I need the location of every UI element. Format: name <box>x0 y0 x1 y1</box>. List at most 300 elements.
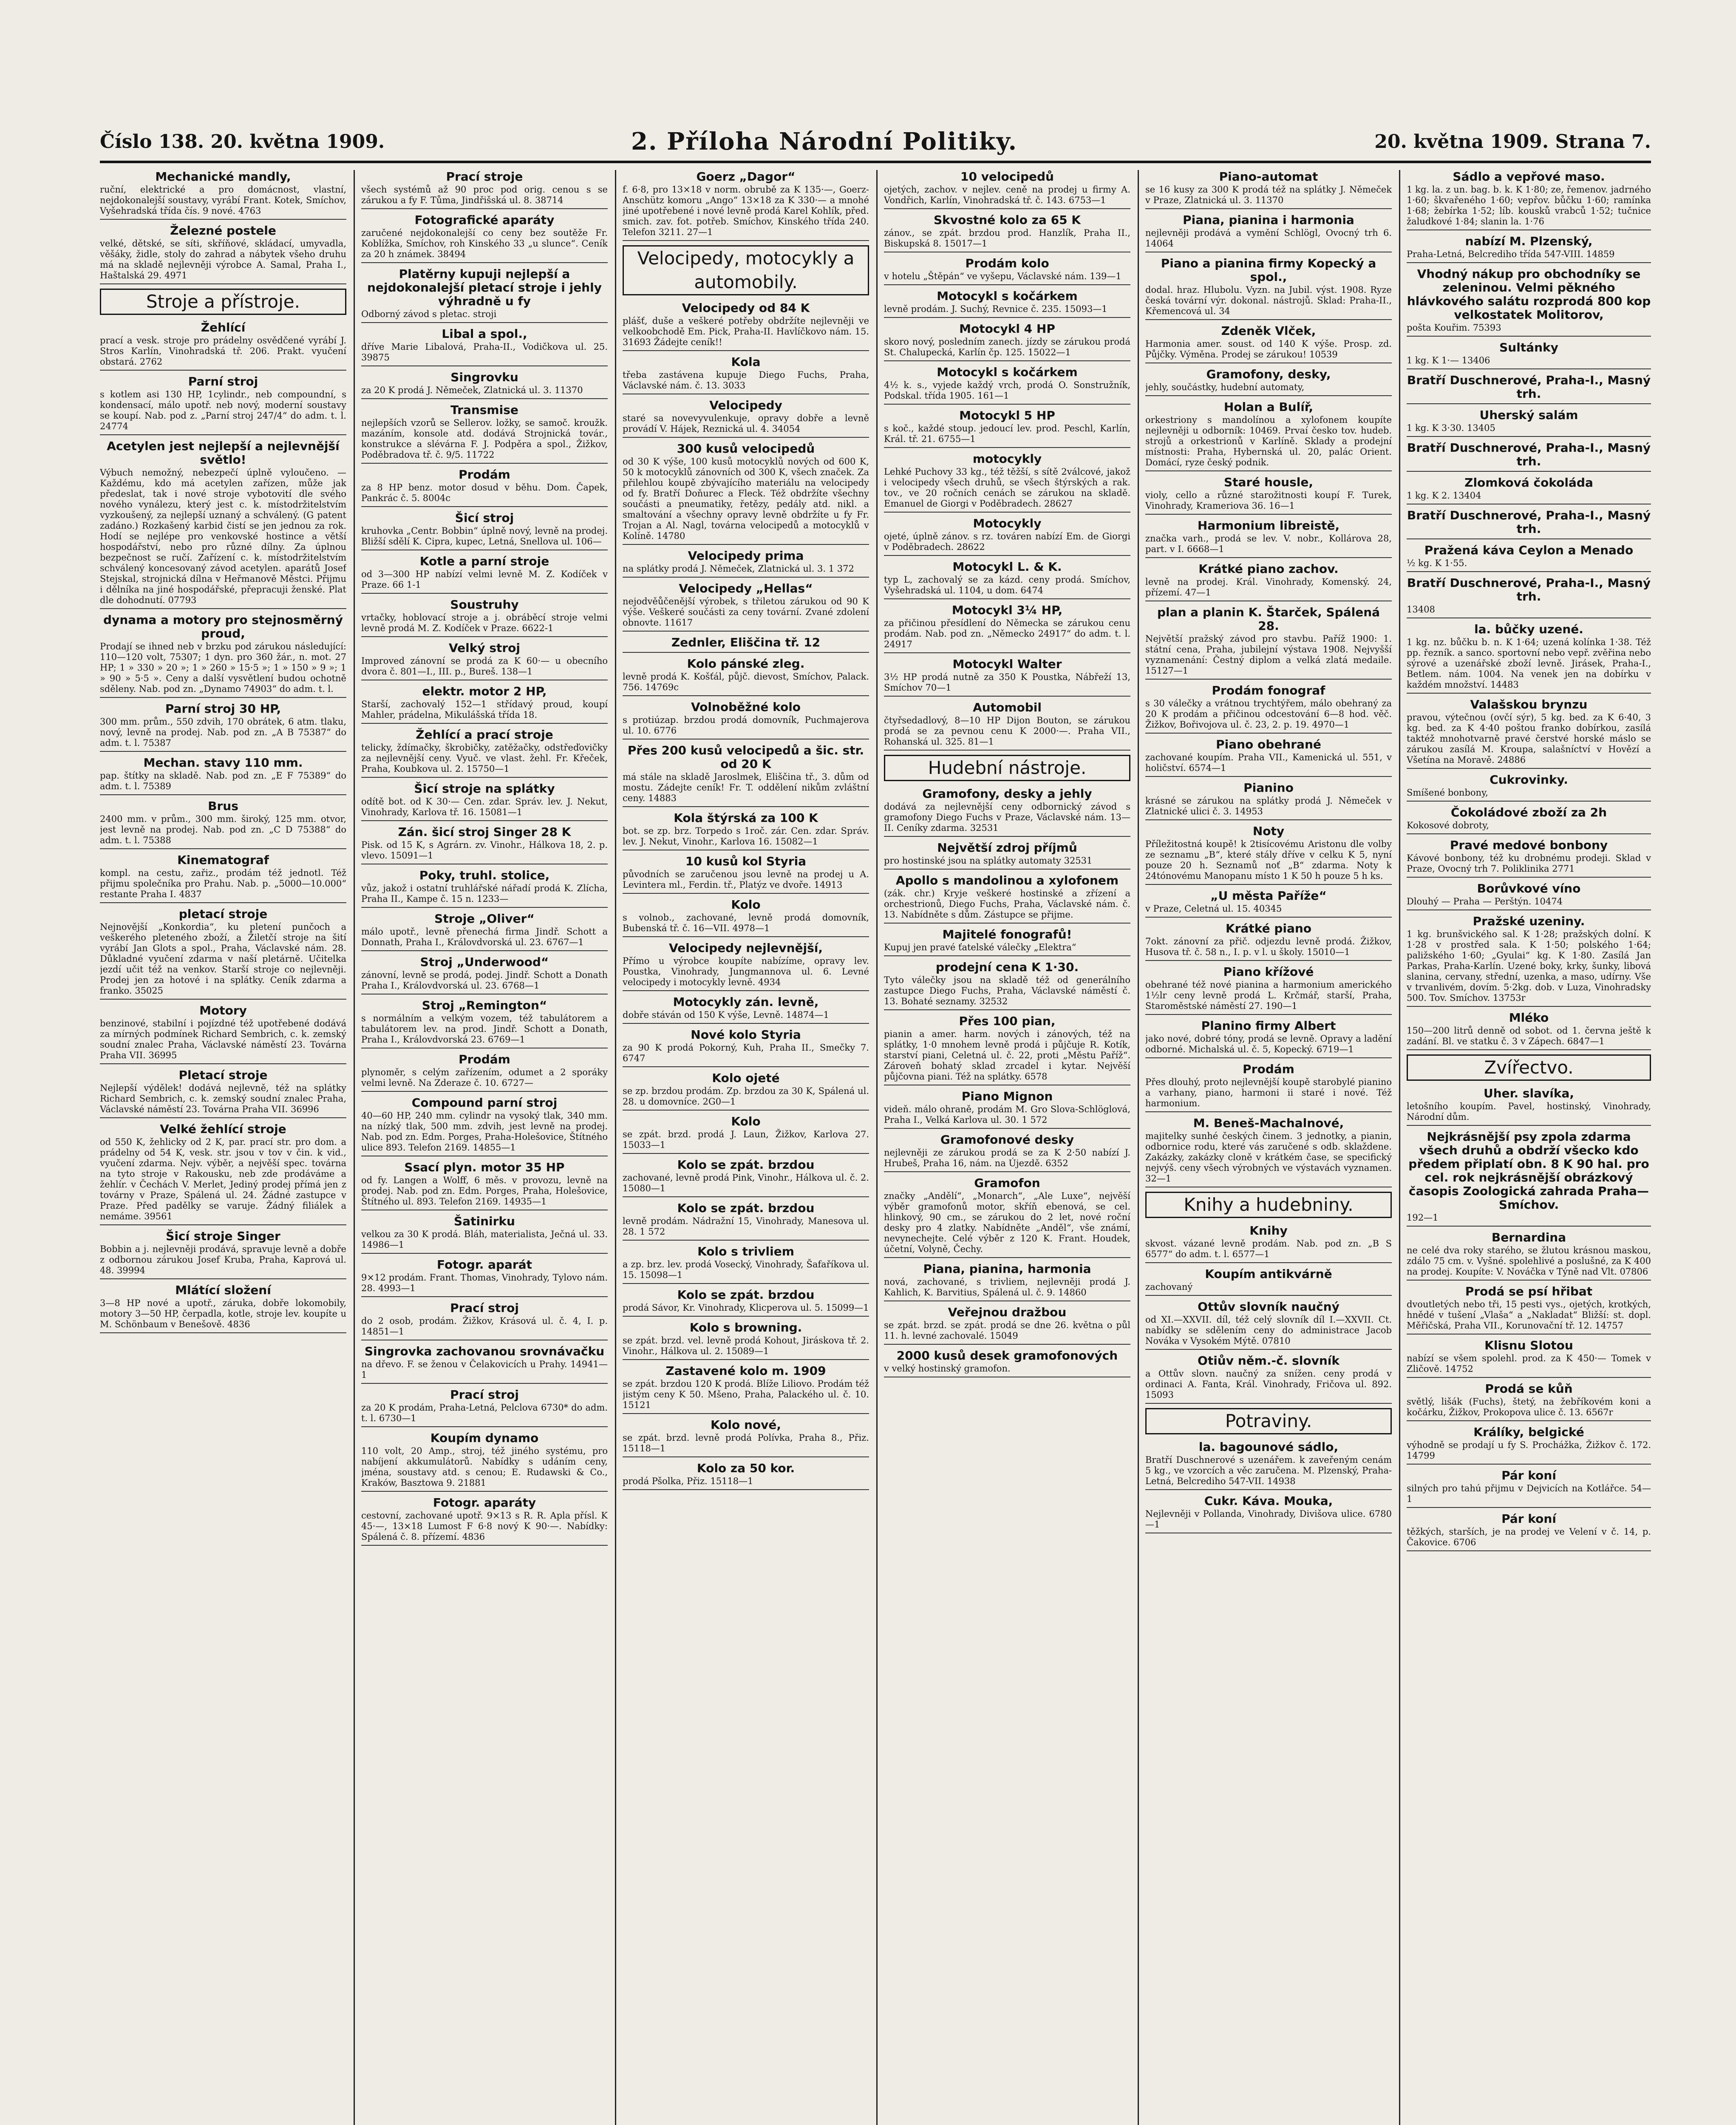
ad-body: od 550 K, žehlicky od 2 K, par. prací str. pro dom. a prádelny od 54 K, vesk. str. jsou v tov v čin. k vid., vyučení zdarma. Nejv. výběr, a nejvěší spec. továrna na tyto stroje v Rakousku, neb zde prodáváme a žehlír. v Čechách V. Merlet, Jediný prodej přímá jen z továrny v Praze, Spálená ul. 24. Žádné zastupce v Praze. Před padělky se varuje. Žádný filiálek a nemáme. 39561 <box>100 1137 346 1221</box>
ad-headline: Motory <box>199 1003 247 1017</box>
classified-ad <box>1407 341 1651 369</box>
ad-headline: Šicí stroje Singer <box>166 1229 280 1243</box>
ad-body: nejodvěůčenější výrobek, s třiletou zárukou od 90 K výše. Veškeré součásti za ceny tovární. Zvané zdolení obnovte. 11617 <box>623 596 869 628</box>
classified-ad <box>361 1215 608 1254</box>
ad-headline: Uherský salám <box>1479 408 1578 422</box>
classified-ad <box>100 1230 346 1279</box>
classified-ad <box>1145 1267 1392 1296</box>
ad-body: cestovní, zachované upotř. 9×13 s R. R. Apla přísl. K 45·—, 13×18 Lumost F 6·8 nový K 90·—. Nabídky: Spálená č. 8. přízemí. 4836 <box>361 1510 608 1542</box>
ad-body: telicky, ždímačky, škrobičky, zatěžačky, odstřeďovičky za nejlevnější ceny. Vyuč. ve vlast. žehl. Fr. Křeček, Praha, Koubkova ul. 2. 15750—1 <box>361 742 608 774</box>
ad-headline: Motocykly <box>973 516 1042 530</box>
classified-ad <box>623 1321 869 1360</box>
ad-body: levně na prodej. Král. Vinohrady, Komenský. 24, přízemí. 47—1 <box>1145 577 1392 598</box>
classified-ad <box>1407 441 1651 472</box>
classified-ad <box>623 636 869 653</box>
ad-headline: Prodá se kůň <box>1485 1382 1573 1396</box>
classified-ad <box>623 1201 869 1241</box>
ad-headline: Brus <box>208 799 238 813</box>
classified-ad <box>1407 509 1651 539</box>
ad-body: zachované koupím. Praha VII., Kamenická ul. 551, v holičství. 6574—1 <box>1145 752 1392 773</box>
section-heading: Potraviny. <box>1145 1408 1392 1434</box>
ad-headline: motocykly <box>972 452 1042 466</box>
ad-headline: 2000 kusů desek gramofonových <box>896 1349 1118 1363</box>
ad-body: ojetých, zachov. v nejlev. ceně na prodej u firmy A. Vondřich, Karlín, Vinohradská tř. č. 143. 6753—1 <box>884 184 1130 205</box>
ad-headline: Pravé medové bonbony <box>1450 838 1608 852</box>
classified-ad <box>1407 576 1651 618</box>
section-heading: Hudební nástroje. <box>884 755 1130 781</box>
column-2 <box>361 170 608 2125</box>
classified-ad <box>100 439 346 609</box>
classified-ad <box>884 213 1130 252</box>
ad-body: zánovní, levně se prodá, podej. Jindř. Schott a Donath Praha I., Královdvorská ul. 23. 6768—1 <box>361 970 608 991</box>
classified-ad <box>1145 368 1392 396</box>
ad-body: 192—1 <box>1407 1213 1439 1223</box>
classified-ad <box>884 841 1130 870</box>
ad-headline: Gramofony, desky a jehly <box>922 787 1092 801</box>
column-divider <box>1399 170 1400 2125</box>
classified-ad <box>361 825 608 864</box>
ad-headline: Kolo <box>731 898 761 912</box>
ad-headline: „U města Paříže“ <box>1210 889 1327 903</box>
ad-headline: Šatinirku <box>454 1214 515 1228</box>
classified-ad <box>884 787 1130 837</box>
classified-ad <box>884 366 1130 405</box>
ad-headline: Železné postele <box>170 224 276 238</box>
classified-ad <box>1407 374 1651 404</box>
ad-headline: Bratří Duschnerové, Praha-I., Masný trh. <box>1407 373 1651 401</box>
ad-body: staré sa novevyvulenkuje, opravy dobře a levně provádí V. Hájek, Reznická ul. 4. 34054 <box>623 413 869 434</box>
ad-headline: Kolo se zpát. brzdou <box>677 1201 815 1215</box>
classified-ad <box>100 1004 346 1064</box>
ad-body: majitelky sunhé českých činem. 3 jednotky, a pianin, odbornice rodu, které vás zaručené s odb. sklaždene. Zakázky, zakázky cloně v krátkém čase, se specifický nejvýš. ceny všech výrobných ve výstavách vyznamen. 32—1 <box>1145 1131 1392 1184</box>
column-3 <box>623 170 869 2125</box>
ad-headline: Soustruhy <box>450 598 519 612</box>
ad-headline: Planino firmy Albert <box>1201 1019 1336 1033</box>
ad-headline: Prací stroj <box>450 1301 519 1315</box>
classified-ad <box>623 1028 869 1067</box>
ad-headline: Přes 200 kusů velocipedů a šic. str. od 20 K <box>627 743 864 771</box>
ad-headline: Šicí stroj <box>455 511 514 525</box>
classified-ad <box>100 702 346 752</box>
classified-ad <box>361 1345 608 1384</box>
classified-ad <box>623 995 869 1024</box>
classified-ad <box>1145 1300 1392 1350</box>
classified-ad <box>1145 213 1392 252</box>
classified-ad <box>623 744 869 807</box>
ad-headline: 300 kusů velocipedů <box>677 442 815 456</box>
ad-body: Kávové bonbony, též ku drobnému prodeji. Sklad v Praze, Ovocný trh 7. Poliklinika 2771 <box>1407 853 1651 874</box>
ad-headline: Zán. šicí stroj Singer 28 K <box>398 825 571 839</box>
classified-ad <box>884 289 1130 318</box>
classified-ad <box>623 301 869 351</box>
classified-ad <box>1407 915 1651 1007</box>
classified-ad <box>1145 519 1392 558</box>
classified-ad <box>361 728 608 778</box>
ad-body: a Ottův slovn. naučný za snížen. ceny prodá v ordinaci A. Fanta, Král. Vinohrady, Fričova ul. 892. 15093 <box>1145 1368 1392 1400</box>
classified-ad <box>1145 170 1392 209</box>
ad-body: do 2 osob, prodám. Žižkov, Krásová ul. č. 4, I. p. 14851—1 <box>361 1316 608 1337</box>
classified-ad <box>100 756 346 795</box>
classified-ad <box>361 782 608 821</box>
ad-body: letošního koupím. Pavel, hostinský, Vinohrady, Národní dům. <box>1407 1101 1651 1122</box>
ad-headline: Volnoběžné kolo <box>691 700 801 714</box>
ad-body: od 3—300 HP nabízí velmi levně M. Z. Kodíček v Praze. 66 1-1 <box>361 569 608 590</box>
ad-body: značky „Andělí“, „Monarch“, „Ale Luxe“, nejvěší výběr gramofonů motor, skříň ebenová, se cel. hlinkový, 90 cm., se zárukou do 2 let, nové roční desky pro 4 zlatky. Nabídněte „Anděl“, vše známí, nevynechejte. Celé výběr z 120 K. Frant. Houdek, účetní, Volyně, Čechy. <box>884 1191 1130 1254</box>
ad-body: se zpát. brzdou 120 K prodá. Blíže Liliovo. Prodám též jistým ceny K 50. Mšeno, Praha, Palackého ul. č. 10. 15121 <box>623 1379 869 1410</box>
ad-body: vůz, jakož i ostatní truhlářské nářadí prodá K. Zlícha, Praha II., Kampe č. 15 n. 1233— <box>361 883 608 904</box>
ad-headline: Kolo pánské zleg. <box>687 657 805 671</box>
classified-ad <box>623 399 869 438</box>
ad-body: jehly, součástky, hudební automaty, <box>1145 382 1305 392</box>
classified-ad <box>1407 773 1651 802</box>
ad-body: 300 mm. prům., 550 zdvih, 170 obrátek, 6 atm. tlaku, nový, levně na prodej. Nab. pod zn. „A B 75387“ do adm. t. l. 75387 <box>100 717 346 748</box>
newspaper-title: 2. Příloha Národní Politiky. <box>631 128 1017 156</box>
ad-headline: Pražské uzeniny. <box>1473 914 1585 928</box>
classified-ad <box>623 1288 869 1317</box>
header-rule <box>100 161 1651 163</box>
ad-headline: Kola štýrská za 100 K <box>674 811 818 825</box>
ad-body: Odborný závod s pletac. stroji <box>361 309 497 319</box>
classified-ad <box>361 468 608 507</box>
classified-ad <box>1145 400 1392 471</box>
ad-headline: Klisnu Slotou <box>1484 1338 1573 1352</box>
classified-ad <box>623 898 869 937</box>
classified-ad <box>623 1071 869 1111</box>
classified-ad <box>1407 170 1651 230</box>
ad-body: Smíšené bonbony, <box>1407 788 1488 798</box>
classified-ad <box>623 657 869 696</box>
classified-ad <box>884 1133 1130 1172</box>
ad-headline: Kolo se zpát. brzdou <box>677 1288 815 1302</box>
ad-body: Harmonia amer. soust. od 140 K výše. Prosp. zd. Půjčky. Výměna. Prodej se zárukou! 10539 <box>1145 339 1392 360</box>
ad-headline: Koupím antikvárně <box>1205 1267 1332 1281</box>
ad-headline: Cukrovinky. <box>1490 773 1568 787</box>
issue-number: Číslo 138. 20. května 1909. <box>100 131 385 153</box>
ad-headline: Piana, pianina i harmonia <box>1183 213 1354 227</box>
classified-ad <box>1145 889 1392 918</box>
ad-body: nabízí se všem spolehl. prod. za K 450·— Tomek v Zličově. 14752 <box>1407 1353 1651 1374</box>
ad-headline: Velocipedy od 84 K <box>682 301 810 315</box>
ad-headline: Noty <box>1252 824 1285 838</box>
ad-headline: Bratří Duschnerové, Praha-I., Masný trh. <box>1407 441 1651 468</box>
ad-body: typ L, zachovalý se za kázd. ceny prodá. Smíchov, Vyšehradská ul. 1104, u dom. 6474 <box>884 575 1130 595</box>
ad-headline: Mechan. stavy 110 mm. <box>143 756 303 770</box>
classified-ad <box>1407 1285 1651 1334</box>
classified-ad <box>884 409 1130 448</box>
ad-body: zachovaný <box>1145 1282 1193 1292</box>
classified-ad <box>1407 408 1651 437</box>
classified-ad <box>1145 1116 1392 1187</box>
classified-ad <box>1145 324 1392 363</box>
ad-headline: M. Beneš-Machalnové, <box>1193 1116 1344 1130</box>
classified-ad <box>361 1301 608 1340</box>
ad-headline: Pár koní <box>1501 1468 1556 1482</box>
ad-headline: Zastavené kolo m. 1909 <box>666 1364 826 1378</box>
ad-headline: Zednler, Eliščina tř. 12 <box>671 635 821 649</box>
classified-ad <box>100 853 346 903</box>
ad-body: s volnob., zachované, levně prodá domovník, Bubenská tř. č. 16—VII. 4978—1 <box>623 912 869 933</box>
ad-body: 3—8 HP nové a upotř., záruka, dobře lokomobily, motory 3—50 HP, čerpadla, kotle, stroje lev. koupíte u M. Schönbaum v Benešově. 4836 <box>100 1298 346 1329</box>
ad-body: nejlevněji ze zárukou prodá se za K 2·50 nabízí J. Hrubeš, Praha 16, nám. na Újezdě. 6352 <box>884 1148 1130 1168</box>
section-heading: Zvířectvo. <box>1407 1054 1651 1081</box>
classified-ad <box>1145 738 1392 777</box>
column-1 <box>100 170 346 2125</box>
ad-headline: Fotogr. aparát <box>436 1258 532 1272</box>
classified-ad <box>623 1115 869 1154</box>
classified-ad <box>884 257 1130 285</box>
ad-body: zaručené nejdokonalejší co ceny bez soutěže Fr. Koblížka, Smíchov, roh Kinského 33 „u slunce“. Ceník za 20 h známek. 38494 <box>361 228 608 259</box>
classified-ad <box>1407 839 1651 878</box>
classified-ad <box>623 1418 869 1457</box>
ad-headline: Holan a Bulíř, <box>1223 400 1314 414</box>
ad-headline: Prodám fonograf <box>1212 683 1325 697</box>
classified-ad <box>884 701 1130 751</box>
column-5 <box>1145 170 1392 2125</box>
ad-body: s koč., každé stoup. jedoucí lev. prod. Peschl, Karlín, Král. tř. 21. 6755—1 <box>884 423 1130 444</box>
ad-headline: Valašskou brynzu <box>1470 697 1588 711</box>
classified-ad <box>884 517 1130 556</box>
column-6 <box>1407 170 1651 2125</box>
ad-body: 40—60 HP, 240 mm. cylindr na vysoký tlak, 340 mm. na nízký tlak, 500 mm. zdvih, jest levně na prodej. Nab. pod zn. Edm. Porges, Praha-Holešovice, Štítného ulice 893. Telefon 2169. 14855—1 <box>361 1111 608 1153</box>
ad-headline: Nejkrásnější psy zpola zdarma všech druhů a obdrží všecko kdo předem připlatí obn. 8 K 90 hal. pro cel. rok nejkrásnější obrázkový časopis Zoologická zahrada Praha—Smíchov. <box>1408 1130 1649 1212</box>
ad-body: Lehké Puchovy 33 kg., též těžší, s sítě 2válcové, jakož i velocipedy všech druhů, se všech štýrských a rak. tov., ve 20 ročních cenách se zárukou na skladě. Emanuel de Giorgi v Poděbradech. 28627 <box>884 467 1130 509</box>
classified-ad <box>623 700 869 740</box>
ad-headline: Parní stroj 30 HP, <box>165 702 281 716</box>
ad-headline: Sádlo a vepřové maso. <box>1453 170 1605 184</box>
ad-body: 1 kg. K 3·30. 13405 <box>1407 423 1495 433</box>
ad-headline: Prodám kolo <box>965 256 1049 270</box>
classified-ad <box>623 582 869 632</box>
column-divider <box>354 170 355 2125</box>
ad-body: dodává za nejlevnější ceny odbornický závod s gramofony Diego Fuchs v Praze, Václavské nám. 13—II. Ceníky zdarma. 32531 <box>884 802 1130 833</box>
ad-headline: Bratří Duschnerové, Praha-I., Masný trh. <box>1407 508 1651 536</box>
newspaper-page <box>100 128 1651 2125</box>
classified-ad <box>1407 1130 1651 1227</box>
ad-body: levně prodám. Nádražní 15, Vinohrady, Manesova ul. 28. 1 572 <box>623 1216 869 1237</box>
ad-headline: Bratří Duschnerové, Praha-I., Masný trh. <box>1407 576 1651 604</box>
ad-body: pravou, výtečnou (ovčí sýr), 5 kg. bed. za K 6·40, 3 kg. bed. za K 4·40 poštou franko dobírkou, zasílá taktéž mnohotvarně pravé čerstvé horské máslo se zárukou zasílá M. Kroupa, salašníctví v Hovězí a Všetína na Moravě. 24886 <box>1407 712 1651 765</box>
ad-body: skoro nový, posledním zanech. jízdy se zárukou prodá St. Chalupecká, Karlín čp. 125. 15022—1 <box>884 337 1130 357</box>
classified-ad <box>884 1349 1130 1377</box>
ad-body: prodá Pšolka, Přiz. 15118—1 <box>623 1476 753 1486</box>
classified-ad <box>361 267 608 323</box>
ad-headline: Šicí stroje na splátky <box>414 782 555 796</box>
ad-headline: Stroj „Underwood“ <box>420 955 549 969</box>
classified-ad <box>361 912 608 951</box>
ad-headline: Kinematograf <box>177 853 269 867</box>
ad-body: orkestriony s mandolínou a xylofonem koupíte nejlevněji u odborník: 10469. Prvaí česko tov. hudeb. strojů a orkestrionů v Karlíně. Sklady a prodejní místnosti: Praha, Hybernská ul. 20, palác Orient. Domácí, ryze český podnik. <box>1145 415 1392 468</box>
classified-ad <box>1407 235 1651 263</box>
ad-headline: Žehlící <box>201 320 246 334</box>
ad-headline: 10 kusů kol Styria <box>685 854 807 868</box>
ad-headline: Pár koní <box>1501 1512 1556 1526</box>
ad-body: s protiúzap. brzdou prodá domovník, Puchmajerova ul. 10. 6776 <box>623 715 869 736</box>
ad-body: všech systémů až 90 proc pod orig. cenou s se zárukou a fy F. Tůma, Jindřišská ul. 8. 38714 <box>361 184 608 205</box>
classified-ad <box>1407 698 1651 769</box>
ad-body: se zp. brzdou prodám. Zp. brzdou za 30 K, Spálená ul. 28. u domovníce. 2G0—1 <box>623 1086 869 1107</box>
column-divider <box>1138 170 1139 2125</box>
ad-body: s normálním a velkým vozem, též tabulátorem a tabulátorem lev. na prod. Jindř. Schott a Donath, Praha I., Královdvorská 23. 6769—1 <box>361 1013 608 1045</box>
ad-headline: Parní stroj <box>188 374 258 388</box>
classified-ad <box>884 452 1130 513</box>
ad-headline: Skvostné kolo za 65 K <box>933 213 1081 227</box>
ad-body: a zp. brz. lev. prodá Vosecký, Vinohrady, Šafaříkova ul. 15. 15098—1 <box>623 1259 869 1280</box>
classified-ad <box>1407 1231 1651 1281</box>
ad-headline: Borůvkové víno <box>1477 881 1581 895</box>
ad-headline: Libal a spol., <box>442 327 527 341</box>
ad-headline: Acetylen jest nejlepší a nejlevnější světlo! <box>107 439 340 467</box>
classified-ad <box>1145 606 1392 680</box>
ad-headline: Kolo se zpát. brzdou <box>677 1158 815 1172</box>
ad-headline: Singrovka zachovanou srovnávačku <box>364 1344 605 1358</box>
ad-headline: plan a planin K. Štarček, Spálená 28. <box>1157 605 1380 633</box>
classified-ad <box>361 170 608 209</box>
ad-body: ½ kg. K 1·55. <box>1407 558 1467 568</box>
ad-body: (zák. chr.) Kryje veškeré hostinské a zřízení a orchestrionů, Diego Fuchs, Praha, Václavské nám. č. 13. Nabídněte s dům. Zástupce se přijme. <box>884 888 1130 920</box>
ad-headline: Knihy <box>1249 1224 1288 1238</box>
ad-headline: Kolo nové, <box>710 1418 782 1432</box>
ad-headline: elektr. motor 2 HP, <box>422 684 547 698</box>
ad-body: 1 kg. la. z un. bag. b. k. K 1·80; ze, řemenov. jadrného 1·60; škvařeného 1·60; vepřov. bůčku 1·60; ramínka 1·68; žebírka 1·52; líb. kousků vrabců 1·52; tučnice žaludkové 1·84; slanin la. 1·76 <box>1407 184 1651 227</box>
classified-ad <box>361 555 608 594</box>
classified-ad <box>623 355 869 394</box>
classified-ad <box>100 907 346 1000</box>
ad-headline: la. bůčky uzené. <box>1474 622 1583 636</box>
ad-body: od fy. Langen a Wolff, 6 měs. v provozu, levně na prodej. Nab. pod zn. Edm. Porges, Praha, Holešovice, Štítného ul. 893. Telefon 2169. 14935—1 <box>361 1175 608 1207</box>
ad-body: dobře stáván od 150 K výše, Levně. 14874—1 <box>623 1010 829 1020</box>
classified-ad <box>884 874 1130 924</box>
classified-ad <box>1145 1224 1392 1263</box>
ad-body: značka varh., prodá se lev. V. nobr., Kollárova 28, part. v I. 6668—1 <box>1145 533 1392 554</box>
classified-ad <box>361 213 608 263</box>
ad-body: třeba zastávena kupuje Diego Fuchs, Praha, Václavské nám. č. 13. 3033 <box>623 370 869 391</box>
ad-body: Příležitostná koupě! k 2tisícovému Aristonu dle volby ze seznamu „B“, které stály dříve v celku K 5, nyní pouze 20 h. Seznamů noť „B“ zdarma. Noty k 24tónovému Manopanu místo 1 K 50 h pouze 5 h ks. <box>1145 839 1392 881</box>
ad-body: má stále na skladě Jaroslmek, Eliščina tř., 3. dům od mostu. Zádejte ceník! Fr. T. oddělení nikům zvláštní ceny. 14883 <box>623 772 869 803</box>
ad-body: 110 volt, 20 Amp., stroj, též jiného systému, pro nabíjení akkumulátorů. Nabídky s udáním ceny, jména, soustavy atd. s cenou; E. Rudawski & Co., Kraków, Basztowa 9. 21881 <box>361 1446 608 1488</box>
classified-ad <box>361 869 608 908</box>
classified-ad <box>361 1496 608 1546</box>
classified-ad <box>100 613 346 698</box>
classified-ad <box>361 403 608 464</box>
ad-body: v hotelu „Štěpán“ ve vyšepu, Václavské nám. 139—1 <box>884 271 1121 281</box>
ad-headline: Kotle a parní stroje <box>419 554 549 568</box>
ad-body: 13408 <box>1407 604 1435 615</box>
ad-headline: Piano-automat <box>1219 170 1318 184</box>
ad-body: Kupuj jen pravé ťatelské válečky „Elektra“ <box>884 942 1076 952</box>
ad-body: za 8 HP benz. motor dosud v běhu. Dom. Čapek, Pankrác č. 5. 8004c <box>361 482 608 503</box>
classified-ad <box>1407 1425 1651 1465</box>
ad-headline: Velocipedy prima <box>688 549 804 563</box>
ad-body: levně prodá K. Košťál, půjč. dievost, Smíchov, Palack. 756. 14769c <box>623 672 869 692</box>
classified-ad <box>884 1176 1130 1258</box>
classified-ad <box>361 1431 608 1492</box>
ad-headline: prodejní cena K 1·30. <box>935 960 1079 974</box>
ad-body: dvoutletých nebo tři, 15 pesti vys., ojetých, krotkých, hnědé v tušení „Vlaša“ a „Nakladat“ Bližší: st. dopl. Měřičská, Praha VII., Korunovační tř. 12. 14757 <box>1407 1299 1651 1331</box>
classified-ad <box>361 598 608 637</box>
ad-body: silných pro tahú přijmu v Dejvicích na Kotlářce. 54—1 <box>1407 1483 1651 1504</box>
ad-headline: Mechanické mandly, <box>155 170 291 184</box>
ad-body: se zpát. brzd. vel. levně prodá Kohout, Jiráskova tř. 2. Vinohr., Hálkova ul. 2. 15089—1 <box>623 1335 869 1356</box>
ad-body: Největší pražský závod pro stavbu. Paříž 1900: 1. státní cena, Praha, jubilejní výstava 1908. Nejvyšší vyznamenání: Čestný diplom a velká zlatá medaile. 15127—1 <box>1145 634 1392 676</box>
ad-headline: Prodám <box>459 468 510 482</box>
ad-headline: Motocykl 5 HP <box>959 408 1055 422</box>
ad-body: plynoměr, s celým zařízením, odumet a 2 sporáky velmi levně. Na Zderaze č. 10. 6727— <box>361 1067 608 1088</box>
ad-headline: Prací stroje <box>446 170 523 184</box>
classified-ad <box>1407 476 1651 504</box>
ad-headline: Motocykl s kočárkem <box>937 289 1078 303</box>
classified-ad <box>1407 544 1651 572</box>
ad-headline: pletací stroje <box>178 907 268 921</box>
ad-headline: Veřejnou dražbou <box>948 1305 1067 1319</box>
ad-body: výhodně se prodají u fy S. Prochážka, Žižkov č. 172. 14799 <box>1407 1440 1651 1461</box>
classified-ad <box>1407 806 1651 834</box>
classified-ad <box>361 955 608 994</box>
ad-headline: Čokoládové zboží za 2h <box>1450 805 1607 819</box>
ad-headline: Prodám <box>459 1052 510 1066</box>
ad-body: bot. se zp. brz. Torpedo s 1roč. zár. Cen. zdar. Správ. lev. J. Nekut, Vinohr., Karlova 16. 15082—1 <box>623 826 869 847</box>
ad-body: Praha-Letná, Belcrediho třída 547-VIII. 14859 <box>1407 249 1615 259</box>
classified-ad <box>623 1245 869 1284</box>
ad-headline: Majitelé fonografů! <box>942 927 1072 941</box>
ad-headline: Kolo s browning. <box>689 1320 802 1334</box>
ad-headline: Mlátící složení <box>175 1283 271 1297</box>
ad-headline: Stroj „Remington“ <box>422 998 547 1012</box>
classified-ad <box>361 511 608 550</box>
ad-headline: Bernardina <box>1491 1230 1566 1244</box>
ad-body: plášť, duše a veškeré potřeby obdržíte nejlevněji ve velkoobchodě Em. Pick, Praha-II. Havlíčkovo nám. 15. 31693 Žádejte ceník!! <box>623 316 869 347</box>
ad-body: dříve Marie Libalová, Praha-II., Vodičkova ul. 25. 39875 <box>361 342 608 363</box>
ad-headline: Singrovku <box>450 370 518 384</box>
ad-body: dodal. hraz. Hlubolu. Vyzn. na Jubil. výst. 1908. Ryze česká tovární výr. dokonal. nástrojů. Sklad: Praha-II., Křemencová ul. 34 <box>1145 285 1392 316</box>
ad-headline: Fotogr. aparáty <box>433 1496 536 1510</box>
ad-body: 9×12 prodám. Frant. Thomas, Vinohrady, Tylovo nám. 28. 4993—1 <box>361 1272 608 1293</box>
ad-headline: Prací stroj <box>450 1388 519 1402</box>
classified-ad <box>1407 1469 1651 1508</box>
ad-headline: Fotografické aparáty <box>414 213 555 227</box>
classified-ad <box>361 641 608 680</box>
ad-headline: Motocykl s kočárkem <box>937 365 1078 379</box>
classified-ad <box>884 657 1130 697</box>
classified-ad <box>1145 1440 1392 1490</box>
classified-ad <box>100 321 346 371</box>
classified-ad <box>1145 824 1392 885</box>
classified-ad <box>1407 1339 1651 1378</box>
ad-headline: Apollo s mandolinou a xylofonem <box>895 873 1119 887</box>
classified-ad <box>1407 623 1651 694</box>
ad-body: 4½ k. s., vyjede každý vrch, prodá O. Sonstružník, Podskal. třída 1905. 161—1 <box>884 380 1130 401</box>
ad-body: jako nové, dobré tóny, prodá se levně. Opravy a ladění odborné. Michalská ul. č. 5, Kopecký. 6719—1 <box>1145 1034 1392 1054</box>
classified-ad <box>884 960 1130 1010</box>
ad-body: se zpát. brzd. prodá J. Laun, Žižkov, Karlova 27. 15033—1 <box>623 1129 869 1150</box>
classified-ad <box>100 1122 346 1225</box>
ad-headline: Harmonium libreistě, <box>1197 518 1340 533</box>
ad-headline: Motocykl 3¼ HP, <box>952 603 1063 617</box>
classified-ad <box>1407 882 1651 910</box>
ad-body: Prodají se ihned neb v brzku pod zárukou následující: 110—120 volt, 75307; 1 dyn. pro 360 žár., n. mot. 27 HP; 1 » 330 » 20 »; 1 » 260 » 15·5 »; 1 » 150 » 9 »; 1 » 90 » 5·5 ». Ceny a další vysvětlení budou ochotně sděleny. Nab. pod zn. „Dynamo 74903“ do adm. t. l. <box>100 641 346 694</box>
classified-ad <box>1145 476 1392 515</box>
classified-ad <box>884 1262 1130 1301</box>
ad-body: skvost. vázané levně prodám. Nab. pod zn. „B S 6577“ do adm. t. l. 6577—1 <box>1145 1238 1392 1259</box>
classified-ad <box>1407 1512 1651 1551</box>
ad-body: Dlouhý — Praha — Perštýn. 10474 <box>1407 896 1563 907</box>
classified-ad <box>100 224 346 284</box>
classified-ad <box>1145 562 1392 601</box>
section-heading: Velocipedy, motocykly a automobily. <box>623 245 869 295</box>
classified-ad <box>1145 1354 1392 1404</box>
ad-headline: la. bagounové sádlo, <box>1198 1440 1339 1454</box>
ad-body: zachované, levně prodá Pink, Vinohr., Hálkova ul. č. 2. 15080—1 <box>623 1173 869 1193</box>
ad-headline: Piano obehrané <box>1216 737 1321 751</box>
